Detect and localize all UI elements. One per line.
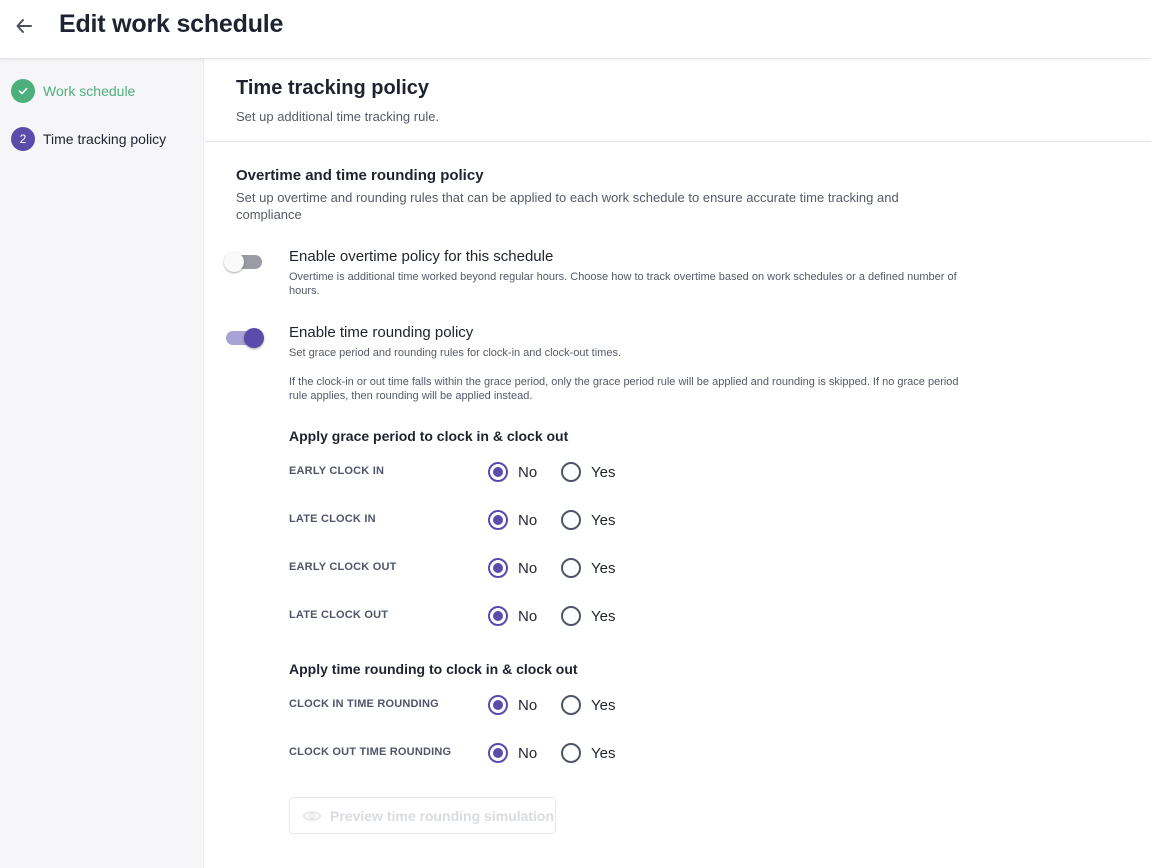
section-subtitle: Set up additional time tracking rule.	[236, 109, 440, 124]
clock-out-rounding-yes-radio[interactable]: Yes	[561, 743, 615, 763]
overtime-description: Overtime is additional time worked beyond regular hours. Choose how to track overtime based on work schedules or a defined number of hours.	[289, 271, 957, 297]
late-clock-out-no-radio[interactable]: No	[488, 606, 537, 626]
page-title: Edit work schedule	[59, 10, 284, 38]
time-rounding-title: Apply time rounding to clock in & clock out	[289, 661, 578, 677]
late-clock-out-label: LATE CLOCK OUT	[289, 609, 389, 621]
late-clock-in-no-radio[interactable]: No	[488, 510, 537, 530]
rounding-toggle[interactable]	[226, 331, 262, 345]
rounding-note: If the clock-in or out time falls within the grace period, only the grace period rule will be applied and rounding is skipped. If no grace period rule applies, then rounding will be applied instead.	[289, 376, 959, 402]
clock-out-rounding-no-radio[interactable]: No	[488, 743, 537, 763]
page-header	[0, 0, 1151, 59]
policy-block-description: Set up overtime and rounding rules that can be applied to each work schedule to ensure accurate time tracking and compliance	[236, 190, 899, 222]
arrow-left-icon	[14, 16, 34, 36]
toggle-knob	[244, 328, 264, 348]
step-work-schedule[interactable]	[11, 79, 135, 103]
main-content	[205, 59, 1151, 868]
late-clock-out-yes-radio[interactable]: Yes	[561, 606, 615, 626]
late-clock-in-label: LATE CLOCK IN	[289, 513, 376, 525]
clock-out-rounding-label: CLOCK OUT TIME ROUNDING	[289, 746, 452, 758]
early-clock-in-no-radio[interactable]: No	[488, 462, 537, 482]
clock-in-rounding-no-radio[interactable]: No	[488, 695, 537, 715]
early-clock-out-no-radio[interactable]: No	[488, 558, 537, 578]
eye-icon	[302, 809, 322, 823]
policy-block-title: Overtime and time rounding policy	[236, 167, 484, 184]
toggle-knob	[224, 252, 244, 272]
clock-in-rounding-yes-radio[interactable]: Yes	[561, 695, 615, 715]
rounding-description: Set grace period and rounding rules for clock-in and clock-out times.	[289, 347, 622, 359]
overtime-title: Enable overtime policy for this schedule	[289, 248, 554, 265]
preview-rounding-button[interactable]	[289, 797, 556, 834]
overtime-toggle[interactable]	[226, 255, 262, 269]
rounding-title: Enable time rounding policy	[289, 324, 474, 341]
step-time-tracking-policy[interactable]	[11, 127, 166, 151]
step-label: Time tracking policy	[43, 131, 167, 147]
check-icon	[11, 79, 35, 103]
section-header	[205, 59, 1151, 142]
section-title: Time tracking policy	[236, 77, 430, 99]
sidebar-stepper	[0, 59, 204, 868]
early-clock-in-yes-radio[interactable]: Yes	[561, 462, 615, 482]
back-button[interactable]	[10, 12, 38, 40]
early-clock-out-yes-radio[interactable]: Yes	[561, 558, 615, 578]
clock-in-rounding-label: CLOCK IN TIME ROUNDING	[289, 698, 439, 710]
step-number-badge: 2	[11, 127, 35, 151]
step-label: Work schedule	[43, 83, 136, 99]
preview-button-label: Preview time rounding simulation	[330, 807, 555, 824]
grace-period-title: Apply grace period to clock in & clock out	[289, 428, 569, 444]
late-clock-in-yes-radio[interactable]: Yes	[561, 510, 615, 530]
early-clock-out-label: EARLY CLOCK OUT	[289, 561, 397, 573]
early-clock-in-label: EARLY CLOCK IN	[289, 465, 385, 477]
